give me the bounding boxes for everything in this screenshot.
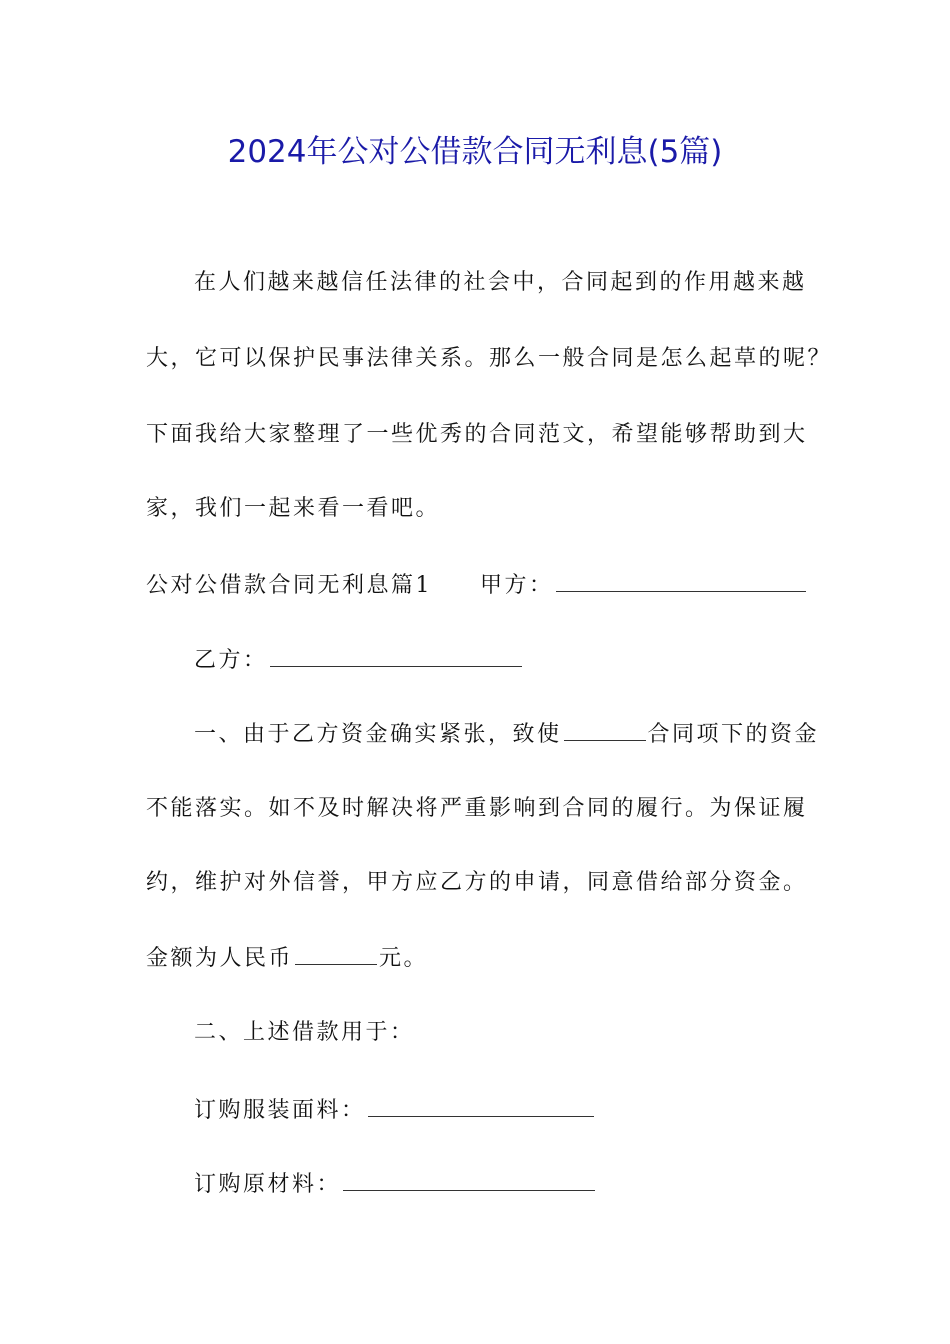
amount-unit: 元。 [379, 946, 429, 971]
clause2-heading: 二、上述借款用于： [194, 1020, 415, 1045]
clause1-text-a: 一、由于乙方资金确实紧张，致使 [194, 722, 562, 747]
party-b-label: 乙方： [194, 648, 268, 673]
party-b-line [194, 644, 874, 676]
use-fabric-line [194, 1094, 874, 1126]
section-heading: 公对公借款合同无利息篇1 [146, 573, 432, 598]
intro-line-3: 下面我给大家整理了一些优秀的合同范文，希望能够帮助到大 [146, 422, 808, 447]
section-heading-line [146, 569, 826, 601]
use-material-line [194, 1168, 874, 1200]
clause1-line-2: 不能落实。如不及时解决将严重影响到合同的履行。为保证履 [146, 796, 808, 821]
clause1-line-4 [146, 942, 826, 974]
amount-label: 金额为人民币 [146, 946, 294, 971]
clause1-text-b: 合同项下的资金 [647, 722, 820, 747]
use-material-label: 订购原材料： [194, 1172, 342, 1197]
amount-blank [295, 942, 377, 965]
contract-blank [564, 718, 646, 741]
use-fabric-blank [368, 1094, 594, 1117]
clause1-line-3: 约，维护对外信誉，甲方应乙方的申请，同意借给部分资金。 [146, 870, 808, 895]
intro-line-1: 在人们越来越信任法律的社会中，合同起到的作用越来越 [194, 270, 807, 295]
clause1-line-1 [194, 718, 874, 750]
party-a-blank [556, 569, 806, 592]
intro-line-4: 家，我们一起来看一看吧。 [146, 496, 441, 521]
party-b-blank [270, 644, 522, 667]
use-fabric-label: 订购服装面料： [194, 1098, 366, 1123]
document-title: 2024年公对公借款合同无利息(5篇) [227, 134, 723, 170]
use-material-blank [343, 1168, 595, 1191]
intro-line-2: 大，它可以保护民事法律关系。那么一般合同是怎么起草的呢？ [146, 346, 833, 371]
party-a-label: 甲方： [480, 573, 554, 598]
